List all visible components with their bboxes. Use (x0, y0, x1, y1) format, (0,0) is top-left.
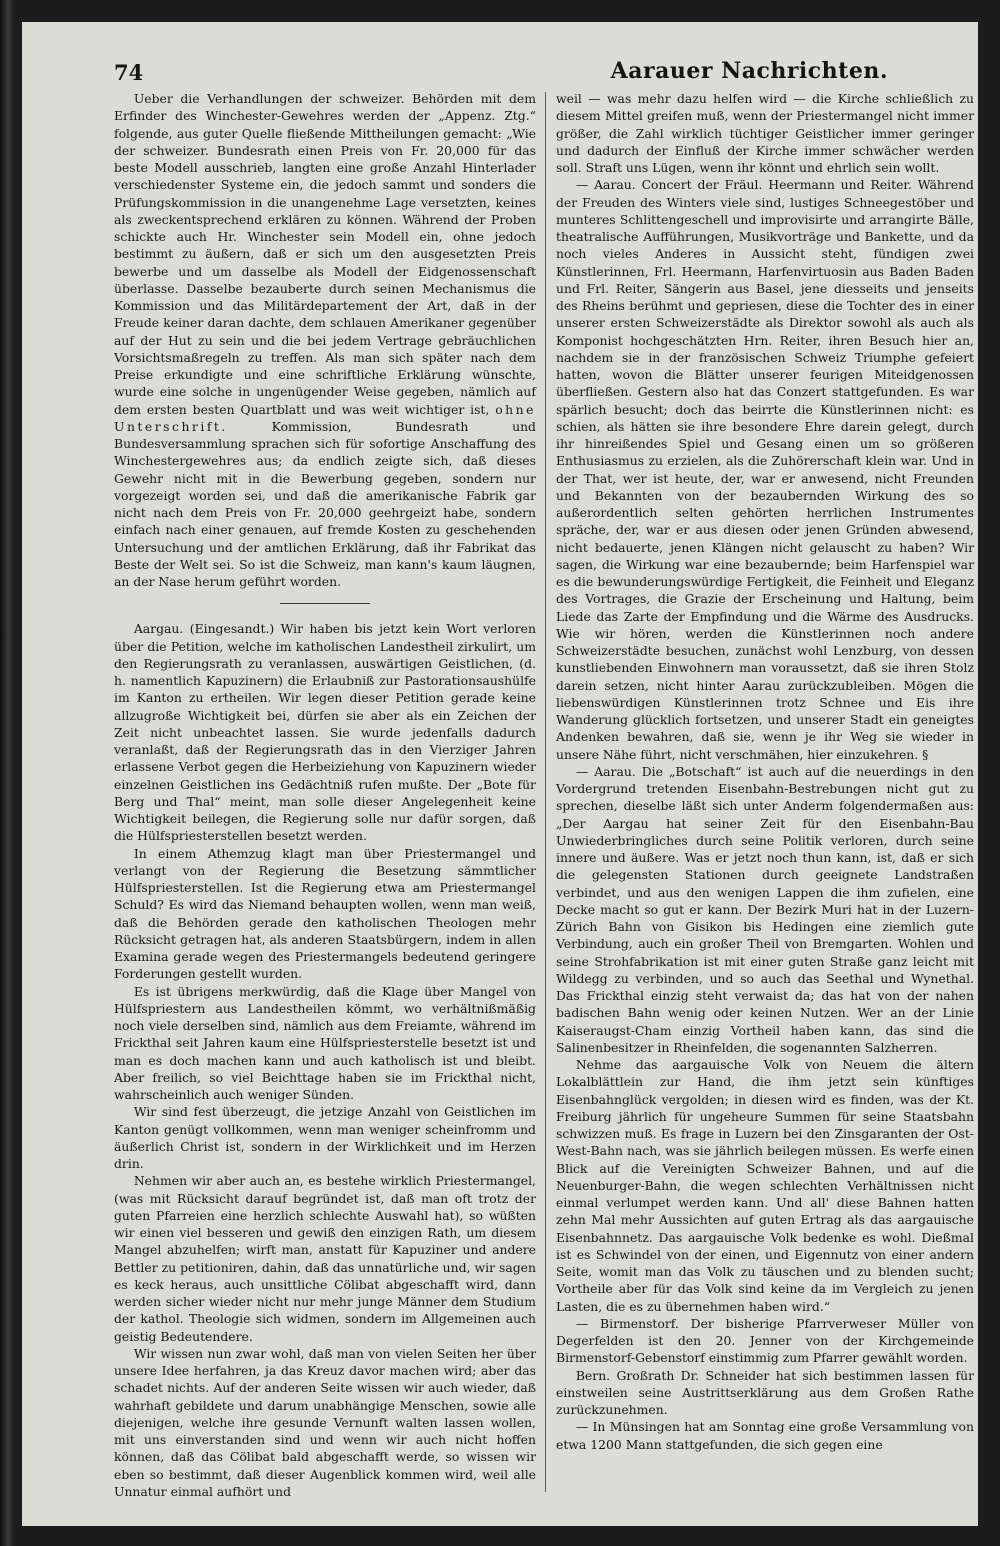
article-muensingen: — In Münsingen hat am Sonntag eine große Versammlung von etwa 1200 Mann stattgefunden, die sich gegen eine (556, 1419, 974, 1452)
column-rule (545, 92, 546, 1492)
paragraph-continuation: weil — was mehr dazu helfen wird — die Kirche schließlich zu diesem Mittel greifen muß, wenn der Priestermangel nicht immer größer, die Zahl wirklich tüchtiger Geistlicher immer geringer und dadurch der Einfluß der Kirche immer schwächer werden soll. Straft uns Lügen, wenn ihr könnt und ehrlich sein wollt. (556, 91, 974, 175)
spaced-emphasis: ohne Unterschrift. (114, 401, 536, 434)
article-birmenstorf: — Birmenstorf. Der bisherige Pfarrverweser Müller von Degerfelden ist den 20. Jenner von der Kirchgemeinde Birmenstorf-Gebenstorf einstimmig zum Pfarrer gewählt worden. (556, 1315, 974, 1366)
paragraph: Wir wissen nun zwar wohl, daß man von vielen Seiten her über unsere Idee herfahren, ja das Kreuz davor machen wird; aber das schadet nichts. Auf der anderen Seite wissen wir auch wieder, daß wahrhaft gebildete und darum unabhängige Menschen, sowie alle diejenigen, welche ihre gesunde Vernunft walten lassen wollen, mit uns einverstanden sind und wenn wir auch nicht hoffen können, daß das Cölibat bald abgeschafft werde, so wissen wir eben so bestimmt, daß dieser Augenblick kommen wird, weil alle Unnatur einmal aufhört und (114, 1345, 536, 1499)
article-aarau-railway: — Aarau. Die „Botschaft“ ist auch auf die neuerdings in den Vordergrund tretenden Eisenbahn-Bestrebungen nicht gut zu sprechen, dieselbe läßt sich unter Anderm folgendermaßen aus: „Der Aargau hat seiner Zeit für den Eisenbahn-Bau Unwiederbringliches durch seine Politik verloren, durch seine innere und äußere. Was er jetzt noch thun kann, ist, daß er sich die gelegensten Stationen durch geeignete Landstraßen verbindet, und aus den wenigen Lappen die ihm zufielen, eine Decke macht so gut er kann. Der Bezirk Muri hat in der Luzern-Zürich Bahn von Gisikon bis Hedingen eine ziemlich gute Verbindung, auch ein großer Theil von Bremgarten. Wohlen und seine Strohfabrikation ist mit einer guten Straße ganz leicht mit Wildegg zu verbinden, und so auch das Seethal und Wynethal. Das Frickthal einzig steht verwaist da; das hat von der nahen badischen Bahn wenig oder keinen Nutzen. Wer an der Linie Kaiseraugst-Cham einzig Vortheil haben kann, das sind die Salinenbesitzer in Rheinfelden, die sogenannten Salzherren. (556, 763, 974, 1055)
article-winchester-rifle (114, 90, 536, 590)
article-aarau-concert: — Aarau. Concert der Fräul. Heermann und Reiter. Während der Freuden des Winters viele sind, lustiges Schneegestöber und munteres Schlittengeschell und improvisirte und arrangirte Bälle, theatralische Aufführungen, Musikvorträge und Bankette, und da noch vieles Anderes in Aussicht steht, fündigen zwei Künstlerinnen, Frl. Heermann, Harfenvirtuosin aus Baden Baden und Frl. Reiter, Sängerin aus Basel, jene diesseits und jenseits des Rheins berühmt und gepriesen, diese die Tochter des in einer unserer ersten Schweizerstädte als Direktor sowohl als auch als Komponist hochgeschätzten Hrn. Reiter, ihren Besuch hier an, nachdem sie in der französischen Schweiz Triumphe gefeiert hatten, wovon die Blätter unserer feurigen Miteidgenossen überfließen. Gestern also hat das Conzert stattgefunden. Es war spärlich besucht; doch das beirrte die Künstlerinnen nicht: es schien, als hätten sie ihre besondere Ehre darein gelegt, durch ihr hinreißendes Spiel und Gesang einen um so größeren Enthusiasmus zu erzielen, als die Zuhörerschaft klein war. Und in der That, wer ist heute, der, war er anwesend, nicht Freunden und Bekannten von der bezaubernden Wirkung des so außerordentlich selten gehörten herrlichen Instrumentes spräche, der, war er aus diesen oder jenen Gründen abwesend, nicht bedauerte, jenen Klängen nicht gelauscht zu haben? Wir sagen, die Wirkung war eine bezaubernde; beim Harfenspiel war es die bewunderungswürdige Fertigkeit, die Feinheit und Eleganz des Vortrages, die Grazie der Erscheinung und Haltung, beim Liede das Zarte der Empfindung und die Wärme des Ausdrucks. Wie wir hören, werden die Künstlerinnen noch andere Schweizerstädte besuchen, zunächst wohl Lenzburg, von dessen kunstliebenden Einwohnern man voraussetzt, daß sie ihren Stolz darein setzen, nicht hinter Aarau zurückzubleiben. Mögen die liebenswürdigen Künstlerinnen trotz Schnee und Eis ihre Wanderung glücklich fortsetzen, und unserer Stadt ein geneigtes Andenken bewahren, daß sie, wenn je ihr Weg sie wieder in unsere Nähe führt, nicht verschmähen, hier einzukehren. § (556, 177, 974, 762)
paragraph: Es ist übrigens merkwürdig, daß die Klage über Mangel von Hülfspriestern aus Landestheilen kömmt, wo verhältnißmäßig noch viele derselben sind, nämlich aus dem Freiamte, während im Frickthal seit Jahren kaum eine Hülfspriesterstelle besetzt ist und man es doch machen kann und auch katholisch ist und bleibt. Aber freilich, so viel Beichttage haben sie im Frickthal nicht, wahrscheinlich auch weniger Sünden. (114, 983, 536, 1102)
article-aargau-petition: Aargau. (Eingesandt.) Wir haben bis jetzt kein Wort verloren über die Petition, welche im katholischen Landestheil zirkulirt, um den Regierungsrath zu veranlassen, auswärtigen Geistlichen, (d. h. namentlich Kapuzinern) die Erlaubniß zur Pastorationsaushülfe im Kanton zu ertheilen. Wir legen dieser Petition gerade keine allzugroße Wichtigkeit bei, dürfen sie aber als ein Zeichen der Zeit nicht unbeachtet lassen. Sie wurde jedenfalls dadurch veranlaßt, daß der Regierungsrath das in den Vierziger Jahren erlassene Verbot gegen die Herbeiziehung von Kapuzinern wieder einzelnen Geistlichen ins Gedächtniß rufen mußte. Der „Bote für Berg und Thal“ meint, man solle dieser Angelegenheit keine Wichtigkeit beilegen, die Regierung solle nur dafür sorgen, daß die Hülfspriesterstellen besetzt werden. (114, 621, 536, 844)
page-number: 74 (114, 60, 144, 85)
article-winchester-text-cont: Kommission, Bundesrath und Bundesversammlung sprachen sich für sofortige Anschaffung des Winchestergewehres aus; da endlich zeigte sich, daß dieses Gewehr nicht mit in die Bewerbung gegeben, sondern nur vorgezeigt worden sei, und daß die amerikanische Fabrik gar nicht nach dem Preis von Fr. 20,000 geehrgeizt habe, sondern einfach nach einer genauen, auf fremde Kosten zu geschehenden Untersuchung und der amtlichen Erklärung, daß ihr Fabrikat das Beste der Welt sei. So ist die Schweiz, man kann's kaum läugnen, an der Nase herum geführt worden. (114, 418, 536, 589)
paragraph: Wir sind fest überzeugt, die jetzige Anzahl von Geistlichen im Kanton genügt vollkommen, wenn man weniger scheinfromm und äußerlich Christ ist, sondern in der Wirklichkeit und im Herzen drin. (114, 1104, 536, 1171)
newspaper-title: Aarauer Nachrichten. (610, 58, 888, 84)
article-bern: Bern. Großrath Dr. Schneider hat sich bestimmen lassen für einstweilen seine Austrittserklärung aus dem Großen Rathe zurückzunehmen. (556, 1367, 974, 1417)
paragraph: Nehmen wir aber auch an, es bestehe wirklich Priestermangel, (was mit Rücksicht darauf begründet ist, daß man oft trotz der guten Pfarreien eine herzlich schlechte Auswahl hat), so wüßten wir einen viel besseren und gewiß den einzigen Rath, um diesem Mangel abzuhelfen; wirft man, anstatt für Kapuziner und andere Bettler zu petitioniren, dahin, daß das unnatürliche und, wir sagen es keck heraus, auch unsittliche Cölibat abgeschafft wird, dann werden sicher wieder nicht nur mehr junge Männer dem Studium der kathol. Theologie sich widmen, sondern im Allgemeinen auch geistig Bedeutendere. (114, 1173, 536, 1344)
scan-binding-edge (0, 0, 14, 1546)
right-column (556, 90, 974, 1478)
article-separator (280, 603, 370, 604)
newspaper-page (22, 22, 978, 1526)
article-winchester-text: Ueber die Verhandlungen der schweizer. Behörden mit dem Erfinder des Winchester-Gewehres werden der „Appenz. Ztg.“ folgende, aus guter Quelle fließende Mittheilungen gemacht: „Wie der schweizer. Bundesrath einen Preis von Fr. 20,000 für das beste Modell ausschrieb, langten eine große Anzahl Hinterlader verschiedenster Systeme ein, die jedoch sammt und sonders die Prüfungskommission in die unangenehme Lage versetzten, keines als zweckentsprechend erklären zu können. Während der Proben schickte auch Hr. Winchester sein Modell ein, ohne jedoch bestimmt zu äußern, daß er sich um den ausgesetzten Preis bewerbe und um dasselbe als Modell der Eidgenossenschaft überlasse. Dasselbe bezauberte durch seinen Mechanismus die Kommission und das Militärdepartement der Art, daß in der Freude keiner daran dachte, dem schlauen Amerikaner gegenüber auf der Hut zu sein und die bei jedem Vertrage gebräuchlichen Vorsichtsmaßregeln zu treffen. Als man sich später nach dem Preise erkundigte und eine schriftliche Erklärung wünschte, wurde eine solche in ungenügender Weise gegeben, nämlich auf dem ersten besten Quartblatt und was weit wichtiger ist, (114, 91, 536, 417)
paragraph: In einem Athemzug klagt man über Priestermangel und verlangt von der Regierung die Besetzung sämmtlicher Hülfspriesterstellen. Ist die Regierung etwa am Priestermangel Schuld? Es wird das Niemand behaupten wollen, wenn man weiß, daß die Behörden gerade den katholischen Theologen mehr Rücksicht getragen hat, als anderen Staatsbürgern, indem in allen Examina gerade wegen des Priestermangels bedeutend geringere Forderungen gestellt wurden. (114, 845, 536, 982)
paragraph: Nehme das aargauische Volk von Neuem die ältern Lokalblättlein zur Hand, die ihm jetzt sein künftiges Eisenbahnglück vergolden; in diesen wird es finden, was der Kt. Freiburg jährlich für ungeheure Summen für seine Staatsbahn schwizzen muß. Es frage in Luzern bei den Zinsgaranten der Ost-West-Bahn nach, was sie jährlich beilegen müssen. Es werfe einen Blick auf die Vereinigten Schweizer Bahnen, und auf die Neuenburger-Bahn, die wegen schlechten Verhältnissen nicht einmal verlumpet werden kann. Und all' diese Bahnen hatten zehn Mal mehr Aussichten auf guten Ertrag als das aargauische Eisenbahnnetz. Das aargauische Volk bedenke es wohl. Dießmal ist es Schwindel von der einen, und Eigennutz von einer andern Seite, womit man das Volk zu täuschen und zu blenden sucht; Vortheile aber für das Volk sind keine da im Vergleich zu jenen Lasten, die es zu übernehmen haben wird.“ (556, 1057, 974, 1314)
left-column (114, 90, 536, 1499)
